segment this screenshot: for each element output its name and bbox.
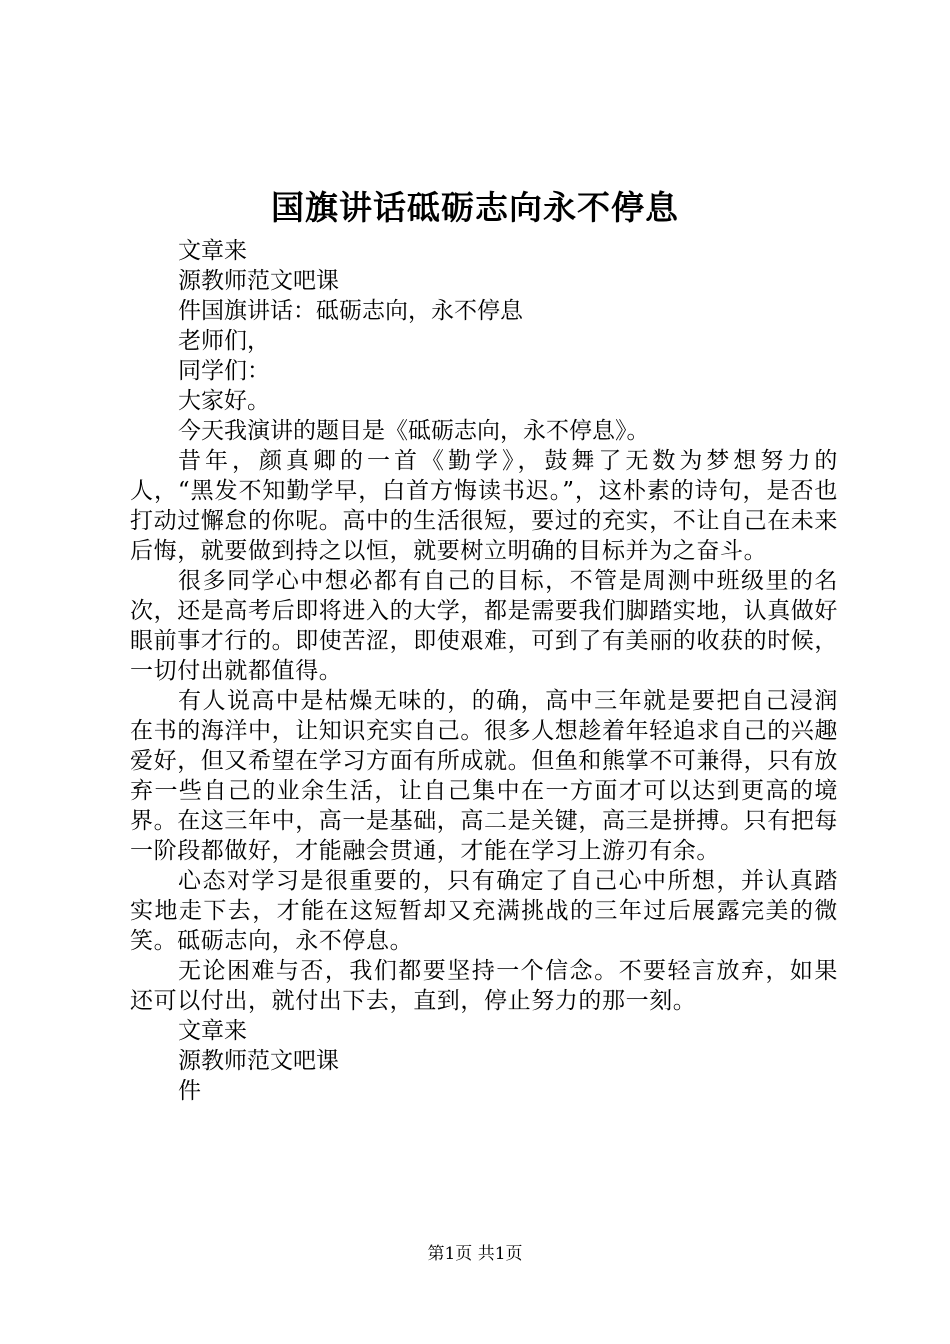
greeting: 大家好。 <box>178 388 270 414</box>
page-number: 第1页 共1页 <box>427 1244 523 1264</box>
salutation-teachers: 老师们， <box>178 328 270 354</box>
paragraph: 昔年，颜真卿的一首《勤学》，鼓舞了无数为梦想努力的人，“黑发不知勤学早，白首方悔读书迟。”，这朴素的诗句，是否也打动过懈怠的你呢。高中的生活很短，要过的充实，不让自己在未来后悔，就要做到持之以恒，就要树立明确的目标并为之奋斗。 <box>130 448 838 564</box>
source-line: 源教师范文吧课 <box>178 1048 339 1074</box>
salutation-students: 同学们： <box>178 358 270 384</box>
speech-topic: 今天我演讲的题目是《砥砺志向，永不停息》。 <box>178 418 650 444</box>
paragraph: 有人说高中是枯燥无味的，的确，高中三年就是要把自己浸润在书的海洋中，让知识充实自己。很多人想趁着年轻追求自己的兴趣爱好，但又希望在学习方面有所成就。但鱼和熊掌不可兼得，只有放弃一些自己的业余生活，让自己集中在一方面才可以达到更高的境界。在这三年中，高一是基础，高二是关键，高三是拼搏。只有把每一阶段都做好，才能融会贯通，才能在学习上游刃有余。 <box>130 688 838 864</box>
source-line: 文章来 <box>178 1018 247 1044</box>
header-line: 源教师范文吧课 <box>178 268 339 294</box>
document-title: 国旗讲话砥砺志向永不停息 <box>271 188 679 227</box>
paragraph: 心态对学习是很重要的，只有确定了自己心中所想，并认真踏实地走下去，才能在这短暂却又充满挑战的三年过后展露完美的微笑。砥砺志向，永不停息。 <box>130 868 838 954</box>
header-line: 文章来 <box>178 238 247 264</box>
paragraph: 很多同学心中想必都有自己的目标，不管是周测中班级里的名次，还是高考后即将进入的大学，都是需要我们脚踏实地，认真做好眼前事才行的。即使苦涩，即使艰难，可到了有美丽的收获的时候，一切付出就都值得。 <box>130 568 838 684</box>
source-line: 件 <box>178 1078 201 1104</box>
header-line: 件国旗讲话：砥砺志向，永不停息 <box>178 298 523 324</box>
paragraph: 无论困难与否，我们都要坚持一个信念。不要轻言放弃，如果还可以付出，就付出下去，直到，停止努力的那一刻。 <box>130 958 838 1014</box>
document-body <box>130 236 838 1106</box>
